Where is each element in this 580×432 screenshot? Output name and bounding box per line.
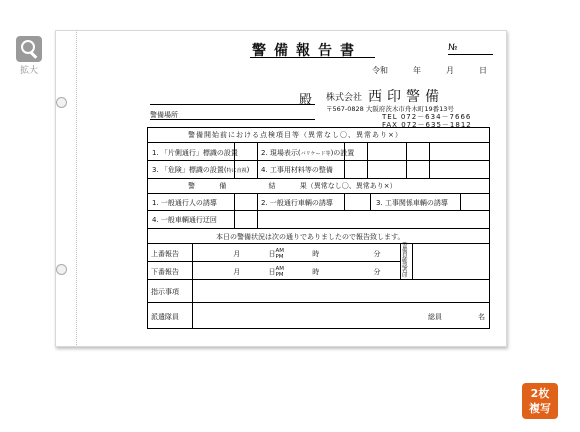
company-tel: TEL 072－634－7666 — [382, 113, 472, 121]
company-name: 西印警備 — [368, 89, 444, 105]
col-divider — [234, 193, 235, 228]
row-divider — [148, 261, 400, 262]
row-divider — [148, 193, 489, 194]
date-era: 令和 — [372, 66, 388, 75]
check-item-1: 1. 「片側通行」標識の設置 — [152, 149, 238, 157]
check-box-1[interactable] — [234, 142, 235, 178]
punch-hole-bottom — [56, 264, 67, 275]
col-divider — [344, 193, 345, 210]
company-type: 株式会社 — [326, 93, 363, 103]
zoom-label: 拡大 — [19, 66, 38, 76]
perforation-line — [76, 30, 77, 345]
row-divider — [148, 178, 489, 179]
date-day: 日 — [479, 66, 487, 75]
report-table — [147, 127, 490, 329]
result-item-3: 3. 工事関係車輌の誘導 — [376, 199, 448, 207]
addressee-suffix: 殿 — [299, 93, 313, 108]
statement-text: 本日の警備状況は次の通りでありましたので報告致します。 — [216, 233, 405, 241]
col-divider — [370, 193, 371, 210]
row-divider — [148, 243, 489, 244]
check-item-3: 3. 「危険」標識の設置(特に直視) — [152, 166, 250, 174]
check-item-4: 4. 工事用材料等の整備 — [261, 166, 333, 174]
result-item-4: 4. 一般車輌通行迂回 — [152, 216, 217, 224]
form-title: 警備報告書 — [252, 43, 362, 59]
col-divider — [257, 193, 258, 228]
row-divider — [148, 302, 489, 303]
check-header: 警備開始前における点検項目等（異常なし〇、異常あり×） — [188, 131, 403, 139]
confirm-label: 警備員確認者印 — [402, 243, 408, 279]
dispatch-label: 派遣隊員 — [151, 313, 179, 321]
date-year: 年 — [413, 66, 421, 75]
col-divider — [257, 142, 258, 178]
instruction-label: 指示事項 — [151, 288, 179, 296]
report-off-duty: 下番報告 月 日AM PM 時 分 — [151, 266, 381, 278]
row-divider — [148, 210, 489, 211]
total-label: 総員 — [428, 313, 442, 321]
report-on-duty: 上番報告 月 日AM PM 時 分 — [151, 248, 381, 260]
badge-line2: 複写 — [529, 402, 551, 415]
zoom-button[interactable] — [14, 36, 44, 76]
two-copy-badge — [522, 383, 558, 419]
number-field — [448, 54, 493, 55]
confirm-stamp-area[interactable] — [412, 243, 413, 279]
row-divider — [148, 279, 489, 280]
col-divider — [406, 142, 407, 178]
col-divider — [192, 243, 193, 328]
col-divider — [460, 193, 461, 210]
col-divider — [367, 142, 368, 178]
result-item-2: 2. 一般通行車輌の誘導 — [261, 199, 333, 207]
site-label: 警備場所 — [150, 111, 178, 119]
row-divider — [148, 228, 489, 229]
check-item-2: 2. 現場表示(バリケード等)の設置 — [261, 149, 355, 157]
number-label: № — [448, 43, 458, 53]
row-divider — [148, 142, 489, 143]
magnifier-icon — [16, 36, 42, 62]
result-item-1: 1. 一般通行人の誘導 — [152, 199, 217, 207]
col-divider — [429, 142, 430, 178]
check-box-2[interactable] — [344, 142, 345, 178]
date-month: 月 — [446, 66, 454, 75]
addressee-field — [150, 104, 315, 105]
badge-line1: 2枚 — [530, 387, 550, 400]
result-header: 警 備 結 果（異常なし〇、異常あり×） — [188, 182, 397, 190]
persons-unit: 名 — [478, 313, 485, 321]
col-divider — [400, 243, 401, 279]
title-underline — [250, 57, 375, 58]
company-address: 〒567-0828 大阪府茨木市舟木町19番13号 — [326, 105, 454, 113]
row-divider — [148, 160, 489, 161]
site-field — [150, 119, 315, 120]
company-fax: FAX 072－635－1812 — [382, 121, 472, 129]
date-line — [372, 65, 487, 76]
punch-hole-top — [56, 97, 67, 108]
